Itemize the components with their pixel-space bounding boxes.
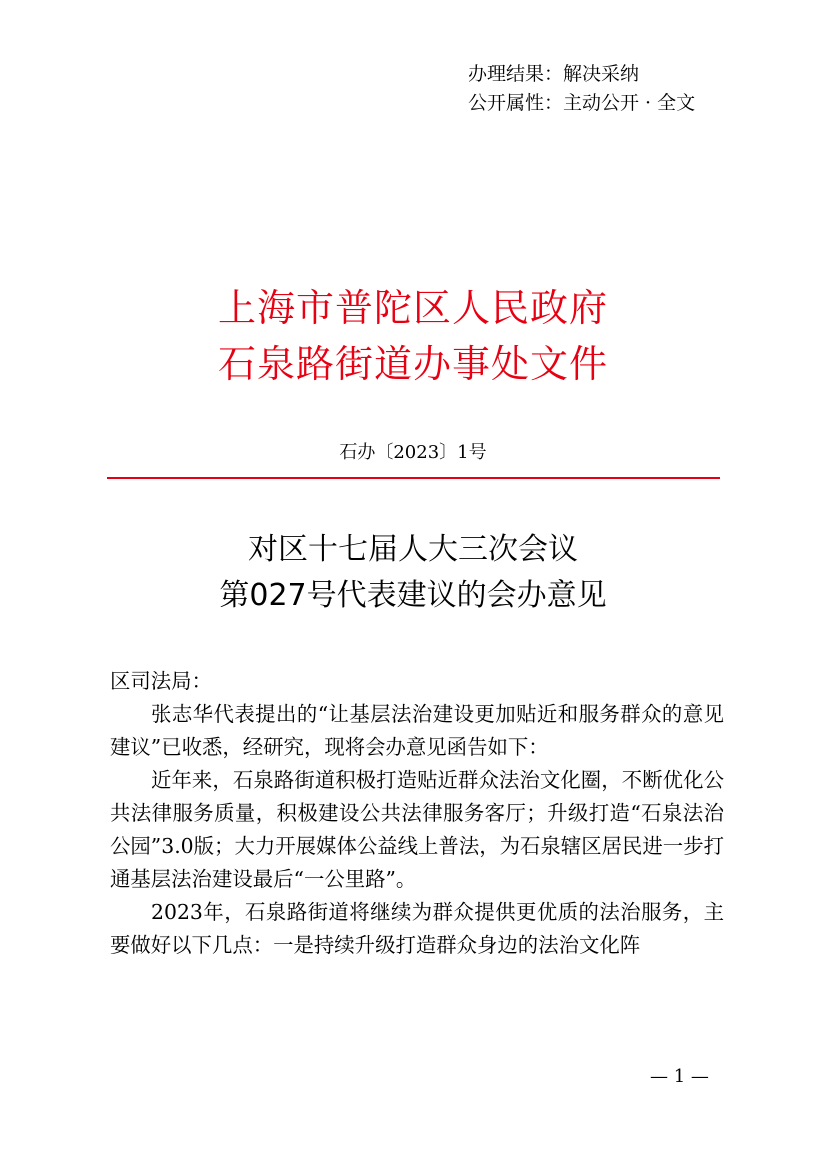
- body-paragraph-3: 2023年，石泉路街道将继续为群众提供更优质的法治服务，主要做好以下几点：一是持续升级打造群众身边的法治文化阵: [110, 900, 724, 957]
- disclosure-attribute: 公开属性：主动公开 · 全文: [468, 92, 696, 114]
- document-number: 石办〔2023〕1号: [339, 442, 487, 463]
- red-divider-line: [107, 477, 720, 479]
- issuing-organization-header: [0, 280, 826, 392]
- body-paragraph-1: 张志华代表提出的“让基层法治建设更加贴近和服务群众的意见建议”已收悉，经研究，现将会办意见函告如下：: [110, 702, 724, 759]
- handling-result: 办理结果：解决采纳: [468, 63, 640, 85]
- document-title-line-2: 第027号代表建议的会办意见: [219, 578, 607, 613]
- document-meta: [468, 60, 695, 118]
- salutation: 区司法局：: [110, 669, 212, 693]
- document-title-line-1: 对区十七届人大三次会议: [248, 532, 578, 567]
- page-number: — 1 —: [650, 1066, 709, 1087]
- document-body: [110, 665, 724, 962]
- org-title-line-1: 上海市普陀区人民政府: [217, 286, 608, 330]
- document-title: [0, 527, 826, 619]
- body-paragraph-2: 近年来，石泉路街道积极打造贴近群众法治文化圈，不断优化公共法律服务质量，积极建设公共法律服务客厅；升级打造“石泉法治公园”3.0版；大力开展媒体公益线上普法，为石泉辖区居民进一步打通基层法治建设最后“一公里路”。: [110, 768, 724, 891]
- org-title-line-2: 石泉路街道办事处文件: [217, 342, 608, 386]
